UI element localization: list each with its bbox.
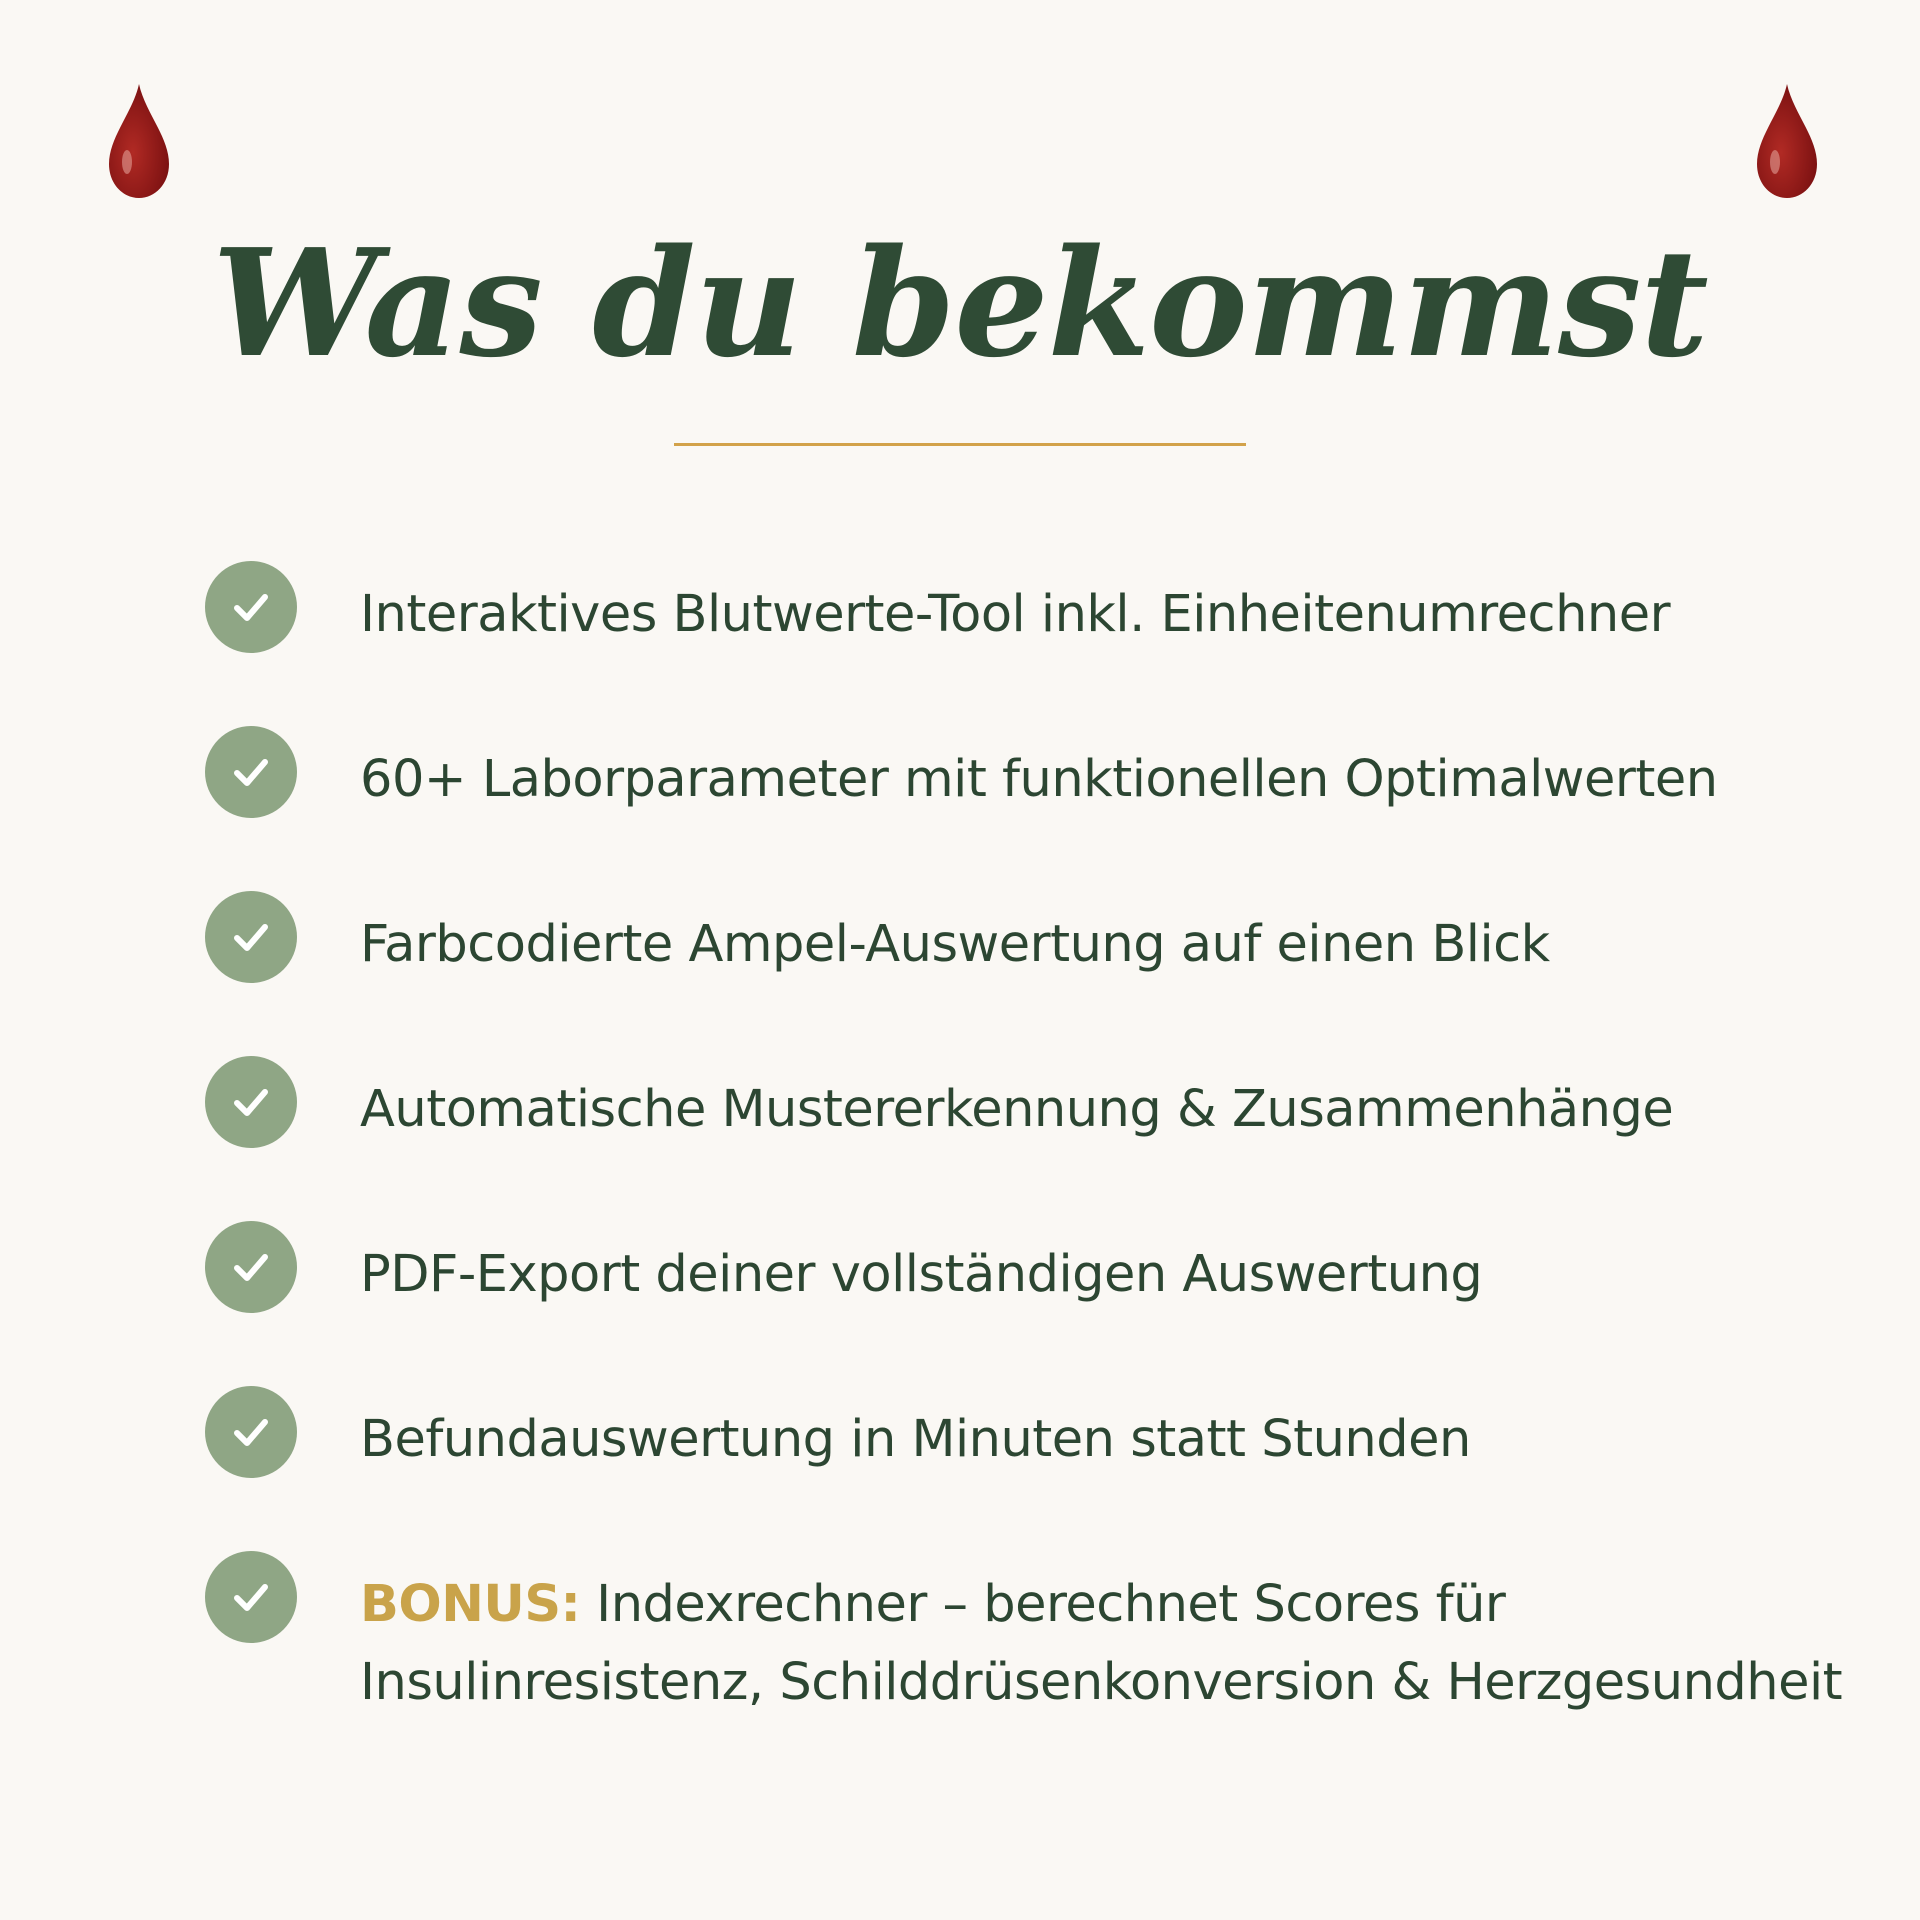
check-circle-icon [205, 1551, 297, 1643]
feature-list [205, 558, 1843, 1713]
feature-text: Befundauswertung in Minuten statt Stunden [360, 1410, 1471, 1469]
check-circle-icon [205, 891, 297, 983]
bonus-item [205, 1548, 1843, 1713]
check-circle-icon [205, 561, 297, 653]
feature-text: 60+ Laborparameter mit funktionellen Optimalwerten [360, 750, 1718, 809]
check-circle-icon [205, 726, 297, 818]
list-item [205, 1383, 1765, 1548]
check-circle-icon [205, 1056, 297, 1148]
feature-text: Farbcodierte Ampel-Auswertung auf einen Blick [360, 915, 1550, 974]
bonus-line-2: Insulinresistenz, Schilddrüsenkonversion & Herzgesundheit [360, 1653, 1843, 1712]
check-circle-icon [205, 1386, 297, 1478]
list-item [205, 1053, 1765, 1218]
list-item [205, 723, 1765, 888]
blood-drop-icon [105, 82, 173, 200]
list-item [205, 888, 1765, 1053]
check-circle-icon [205, 1221, 297, 1313]
title-divider [674, 443, 1246, 446]
list-item [205, 558, 1765, 723]
page-title: Was du bekommst [212, 216, 1708, 390]
feature-text: PDF-Export deiner vollständigen Auswertung [360, 1245, 1483, 1304]
feature-text: Automatische Mustererkennung & Zusammenhänge [360, 1080, 1674, 1139]
list-item [205, 1218, 1765, 1383]
bonus-label: BONUS: [360, 1575, 581, 1634]
bonus-line-1: Indexrechner – berechnet Scores für [596, 1575, 1506, 1634]
blood-drop-icon [1753, 82, 1821, 200]
feature-text: Interaktives Blutwerte-Tool inkl. Einheitenumrechner [360, 585, 1671, 644]
bonus-text [360, 1566, 1842, 1722]
